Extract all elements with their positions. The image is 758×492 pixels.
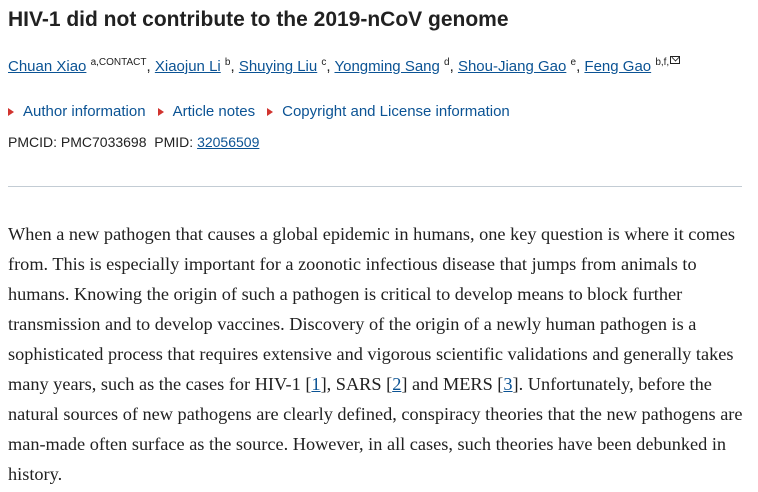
- accordion-label: Author information: [23, 103, 146, 120]
- accordion-label: Copyright and License information: [282, 103, 510, 120]
- paragraph-text: ] and MERS [: [401, 374, 504, 394]
- author-separator: ,: [146, 58, 155, 75]
- paragraph-text: ], SARS [: [320, 374, 393, 394]
- section-divider: [8, 186, 742, 187]
- reference-link[interactable]: 2: [392, 374, 402, 394]
- author-link[interactable]: Shou-Jiang Gao: [457, 58, 567, 75]
- accordion-author-information[interactable]: [8, 103, 146, 120]
- author-affiliation[interactable]: b: [224, 57, 231, 68]
- pmid-link[interactable]: 32056509: [197, 134, 260, 150]
- author-separator: ,: [230, 58, 239, 75]
- article-title: HIV-1 did not contribute to the 2019-nCoV genome: [8, 8, 509, 31]
- author-separator: ,: [449, 58, 458, 75]
- author-affiliation[interactable]: e: [570, 57, 577, 68]
- article-identifiers: [8, 134, 259, 150]
- author-link[interactable]: Feng Gao: [584, 58, 652, 75]
- author-affiliation[interactable]: d: [444, 57, 450, 68]
- author-separator: ,: [326, 58, 335, 75]
- author-separator: ,: [576, 58, 585, 75]
- author-link[interactable]: Chuan Xiao: [8, 58, 87, 75]
- author-link[interactable]: Xiaojun Li: [154, 58, 221, 75]
- author-link[interactable]: Shuying Liu: [238, 58, 318, 75]
- article-details-accordions: [8, 103, 522, 120]
- envelope-icon[interactable]: [670, 56, 680, 64]
- reference-link[interactable]: 3: [503, 374, 513, 394]
- reference-link[interactable]: 1: [311, 374, 321, 394]
- author-affiliation[interactable]: b,f,: [655, 57, 670, 68]
- accordion-article-notes[interactable]: [158, 103, 256, 120]
- author-affiliation[interactable]: c: [321, 57, 327, 68]
- pmcid-text: PMCID: PMC7033698: [8, 134, 147, 150]
- paragraph-text: ]. Unfortunately, before the natural sources of new pathogens are clearly defined, conspiracy theories that the new pathogens are man-made often surface as the source. However, in all cases, such theories have been debunked in history.: [8, 374, 743, 484]
- author-list: [8, 56, 680, 75]
- author-link[interactable]: Yongming Sang: [334, 58, 440, 75]
- author-affiliation[interactable]: a,CONTACT: [90, 57, 147, 68]
- pmid-label: PMID:: [154, 134, 194, 150]
- accordion-label: Article notes: [172, 103, 256, 120]
- paragraph-text: When a new pathogen that causes a global epidemic in humans, one key question is where it comes from. This is especially important for a zoonotic infectious disease that jumps from animals to humans. Knowing the origin of such a pathogen is critical to develop means to block further transmission and to develop vaccines. Discovery of the origin of a newly human pathogen is a sophisticated process that requires extensive and vigorous scientific validations and generally takes many years, such as the cases for HIV-1 [: [8, 224, 735, 394]
- triangle-right-icon: [158, 108, 164, 116]
- article-paragraph: [8, 219, 750, 489]
- triangle-right-icon: [267, 108, 273, 116]
- accordion-copyright-license[interactable]: [267, 103, 510, 120]
- triangle-right-icon: [8, 108, 14, 116]
